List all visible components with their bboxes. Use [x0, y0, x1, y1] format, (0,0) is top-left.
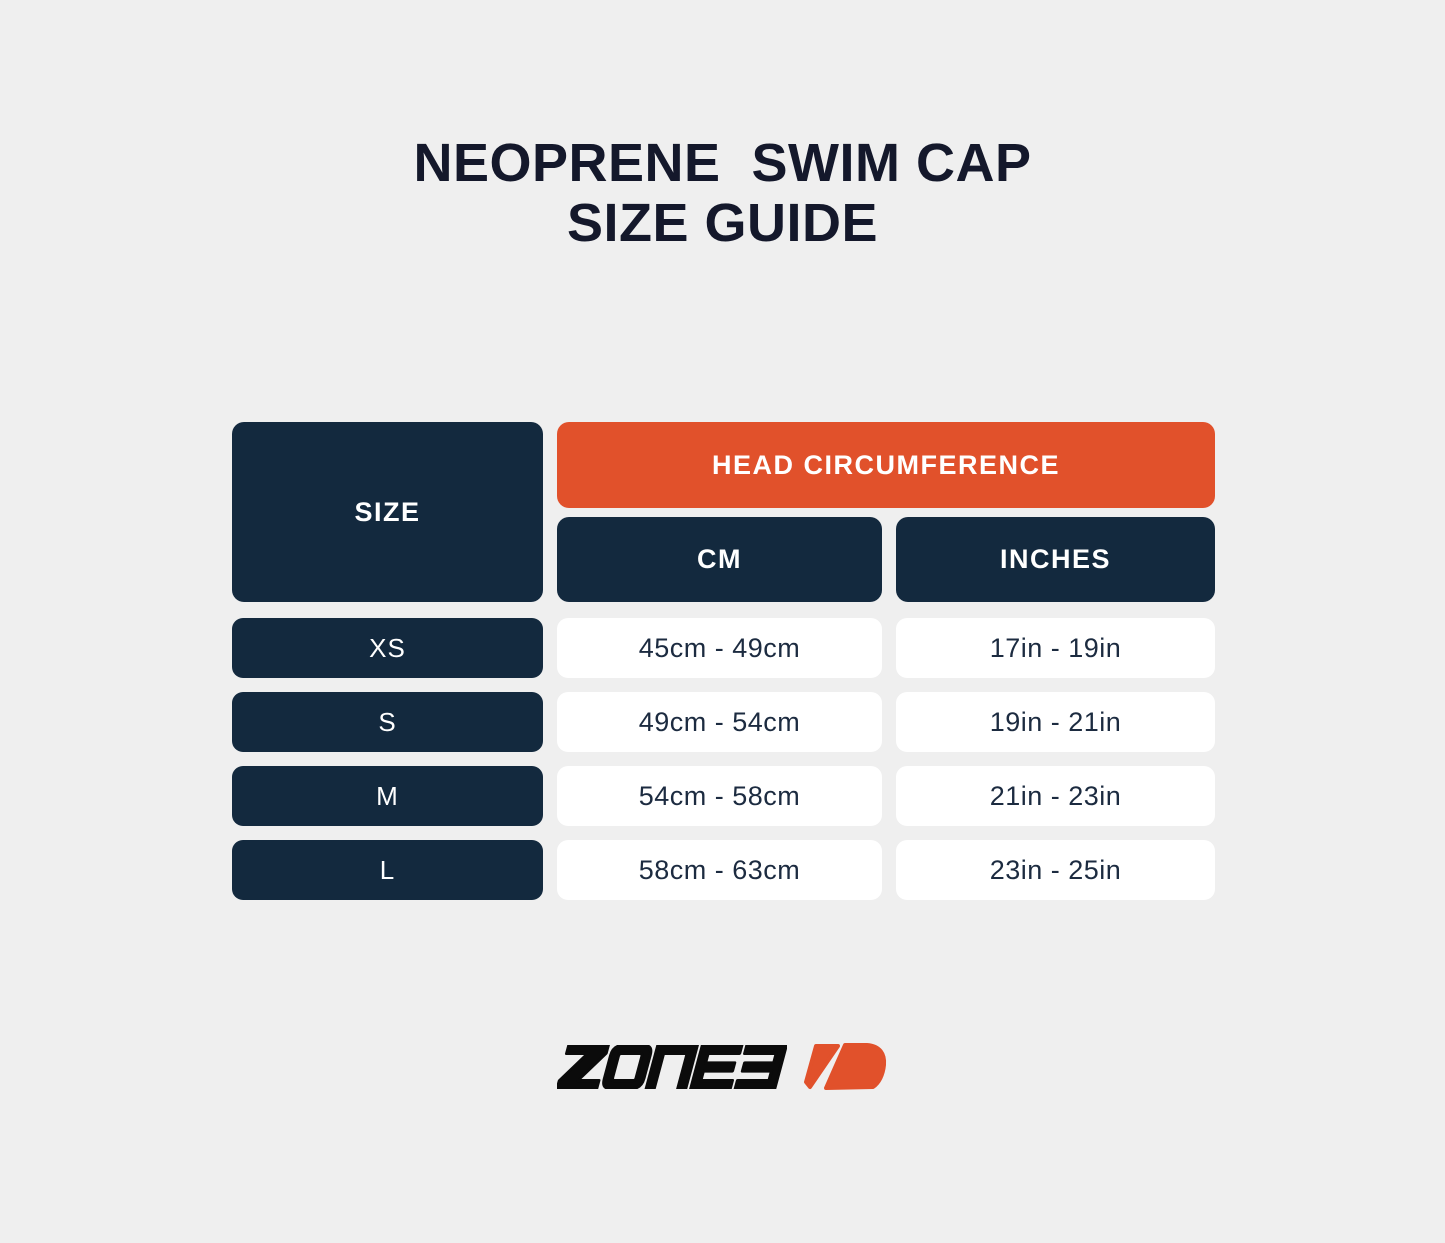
- inches-column-header: [896, 517, 1215, 602]
- size-label-s: S: [232, 692, 543, 752]
- inches-value-m: 21in - 23in: [896, 766, 1215, 826]
- size-label-l: L: [232, 840, 543, 900]
- size-label-m: M: [232, 766, 543, 826]
- head-circumference-label: HEAD CIRCUMFERENCE: [711, 449, 1060, 480]
- cm-header-label: CM: [697, 544, 742, 574]
- page-title-line-1: NEOPRENE SWIM CAP: [413, 133, 1032, 193]
- inches-value-s: 19in - 21in: [896, 692, 1215, 752]
- inches-value-l: 23in - 25in: [896, 840, 1215, 900]
- cm-value-xs: 45cm - 49cm: [557, 618, 882, 678]
- inches-header-label: INCHES: [999, 544, 1111, 574]
- size-guide-table: [232, 422, 1215, 885]
- zone3-swoosh-icon: [804, 1043, 888, 1091]
- table-row-s: [232, 692, 1215, 752]
- table-row-l: [232, 840, 1215, 900]
- size-header-label: SIZE: [354, 496, 421, 527]
- page-title-line-2: SIZE GUIDE: [566, 193, 879, 253]
- letter-e: [691, 1045, 742, 1088]
- table-body: [232, 618, 1215, 900]
- table-row-xs: [232, 618, 1215, 678]
- page-title: [0, 133, 1445, 253]
- digit-3: [735, 1045, 786, 1088]
- table-header: [232, 422, 1215, 602]
- cm-value-l: 58cm - 63cm: [557, 840, 882, 900]
- size-label-xs: XS: [232, 618, 543, 678]
- letter-n: [646, 1045, 697, 1088]
- zone3-wordmark: [557, 1045, 787, 1089]
- cm-value-m: 54cm - 58cm: [557, 766, 882, 826]
- table-row-m: [232, 766, 1215, 826]
- inches-value-xs: 17in - 19in: [896, 618, 1215, 678]
- letter-z: [557, 1045, 608, 1088]
- head-circumference-header: [557, 422, 1215, 508]
- size-column-header: [232, 422, 543, 602]
- cm-column-header: [557, 517, 882, 602]
- cm-value-s: 49cm - 54cm: [557, 692, 882, 752]
- letter-o: [602, 1045, 653, 1088]
- zone3-logo: [0, 1043, 1445, 1091]
